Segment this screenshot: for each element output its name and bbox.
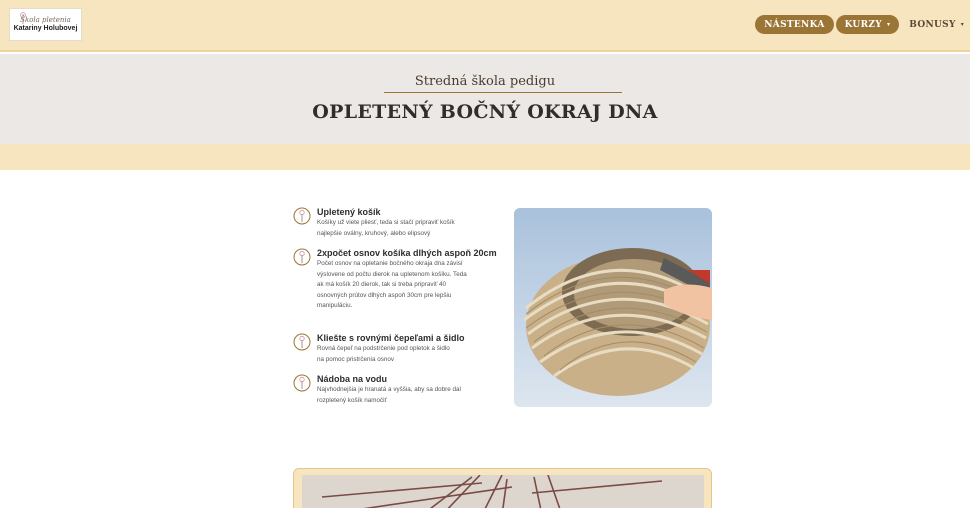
weaving-photo [302,475,704,508]
item-title: Nádoba na vodu [317,374,388,384]
nav-kurzy-label: KURZY [844,19,882,30]
hero-band [0,144,970,170]
dandelion-badge-icon [293,333,311,351]
page-hero [0,54,970,144]
title-divider [384,92,622,93]
item-text-line: Počet osnov na opletanie bočného okraja dna závisí [317,260,463,267]
item-text-line: na pomoc pristrčenia osnov [317,355,395,363]
basket-photo [514,208,712,407]
site-logo[interactable] [9,8,82,41]
nav-bonusy[interactable] [899,15,964,34]
list-item [292,207,455,239]
item-title: Kliešte s rovnými čepeľami a šidlo [317,333,465,343]
nav-kurzy[interactable] [836,15,900,34]
list-item [292,333,465,365]
nav-nastenka-label: NÁSTENKA [764,19,825,30]
item-text-line: Košíky už viete pliesť, teda si stačí pripraviť košík [317,219,455,226]
dandelion-badge-icon [293,248,311,266]
logo-script-text: Škola pletenia [20,16,71,24]
chevron-down-icon: ▾ [960,21,964,28]
page-title: OPLETENÝ BOČNÝ OKRAJ DNA [312,101,658,123]
item-text-line: manipuláciu. [317,302,353,309]
chevron-down-icon: ▾ [886,21,891,28]
logo-name-text: Katariny Holubovej [13,25,78,32]
list-item [292,248,497,312]
item-text-line: osnovných prútov dlhých aspoň 30cm pre lepšiu [317,291,452,299]
item-title: Upletený košík [317,207,381,217]
dandelion-badge-icon [293,374,311,392]
list-item [292,374,461,406]
main-nav [753,15,964,34]
item-text-line: Rovná čepeľ na podstrčenie pod opletok a šidlo [317,345,450,352]
item-text-line: výslovene od počtu dierok na upletenom košíku. Teda [317,270,467,278]
dandelion-icon [19,12,27,24]
item-title: 2xpočet osnov košíka dlhých aspoň 20cm [317,248,497,258]
item-text-line: Najvhodnejšia je hranatá a vyššia, aby sa dobre dal [317,386,461,393]
nav-bonusy-label: BONUSY [909,19,956,30]
nav-nastenka[interactable] [755,15,833,34]
item-text-line: ak má košík 20 dierok, tak si treba pripraviť 40 [317,281,447,288]
page-kicker: Stredná škola pedigu [414,74,556,89]
site-header [0,0,970,52]
item-text-line: najlepšie oválny, kruhový, alebo elipsový [317,229,431,237]
item-text-line: rozpletený košík namočiť [317,396,387,404]
dandelion-badge-icon [293,207,311,225]
